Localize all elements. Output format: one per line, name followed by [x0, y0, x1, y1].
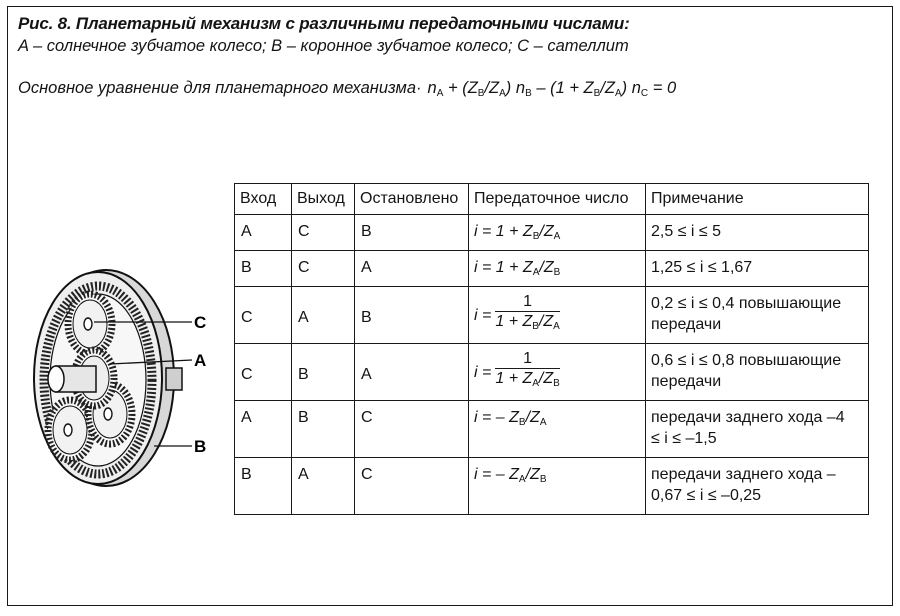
header-input: Вход — [235, 184, 292, 215]
table-row — [235, 251, 869, 287]
cell-note: 0,2 ≤ i ≤ 0,4 повышающие передачи — [646, 287, 869, 344]
cell-stopped: A — [355, 251, 469, 287]
cell-ratio: i = $\frac{1}{1 + Z_B/Z_A}$ — [469, 287, 646, 344]
cell-input: B — [235, 458, 292, 515]
cell-note: 2,5 ≤ i ≤ 5 — [646, 215, 869, 251]
cell-stopped: B — [355, 215, 469, 251]
header-note: Примечание — [646, 184, 869, 215]
cell-ratio: i = – $Z_B/Z_A$ — [469, 401, 646, 458]
figure-caption-title: Рис. 8. Планетарный механизм с различными передаточными числами: — [18, 14, 630, 33]
header-ratio: Передаточное число — [469, 184, 646, 215]
planet-gear-top — [68, 294, 112, 354]
cell-input: A — [235, 215, 292, 251]
equation-formula: $n_A + (Z_B/Z_A)$ $n_B - (1 + Z_B/Z_A) n_C = 0$ — [427, 79, 677, 99]
cell-input: B — [235, 251, 292, 287]
cell-output: C — [292, 251, 355, 287]
label-b: B — [194, 437, 207, 456]
cell-output: C — [292, 215, 355, 251]
cell-ratio: $i = 1 + Z_B/Z_A$ — [469, 215, 646, 251]
equation-label: Основное уравнение для планетарного механизма· — [18, 79, 422, 97]
label-c: C — [194, 313, 207, 332]
table-row — [235, 344, 869, 401]
table-row — [235, 287, 869, 344]
table-row — [235, 401, 869, 458]
cell-input: C — [235, 287, 292, 344]
cell-output: B — [292, 401, 355, 458]
cell-note: 1,25 ≤ i ≤ 1,67 — [646, 251, 869, 287]
cell-output: B — [292, 344, 355, 401]
header-stopped: Остановлено — [355, 184, 469, 215]
cell-output: A — [292, 287, 355, 344]
table-row — [235, 458, 869, 515]
planetary-gear-illustration — [14, 268, 214, 518]
cell-stopped: A — [355, 344, 469, 401]
figure-legend: A – солнечное зубчатое колесо; B – коронное зубчатое колесо; C – сателлит — [18, 37, 629, 55]
cell-note: передачи заднего хода –0,67 ≤ i ≤ –0,25 — [646, 458, 869, 515]
header-output: Выход — [292, 184, 355, 215]
cell-output: A — [292, 458, 355, 515]
table-header-row — [235, 184, 869, 215]
cell-note: передачи заднего хода –4 ≤ i ≤ –1,5 — [646, 401, 869, 458]
planet-gear-bottom-left — [48, 400, 92, 460]
gear-ratio-table — [234, 183, 869, 515]
cell-stopped: C — [355, 458, 469, 515]
main-equation — [18, 79, 676, 99]
cell-ratio: i = – $Z_A/Z_B$ — [469, 458, 646, 515]
cell-note: 0,6 ≤ i ≤ 0,8 повышающие передачи — [646, 344, 869, 401]
cell-stopped: C — [355, 401, 469, 458]
cell-stopped: B — [355, 287, 469, 344]
cell-ratio: $i = 1 + Z_A/Z_B$ — [469, 251, 646, 287]
cell-ratio: i = $\frac{1}{1 + Z_A/Z_B}$ — [469, 344, 646, 401]
cell-input: C — [235, 344, 292, 401]
table-row — [235, 215, 869, 251]
label-a: A — [194, 351, 207, 370]
cell-input: A — [235, 401, 292, 458]
